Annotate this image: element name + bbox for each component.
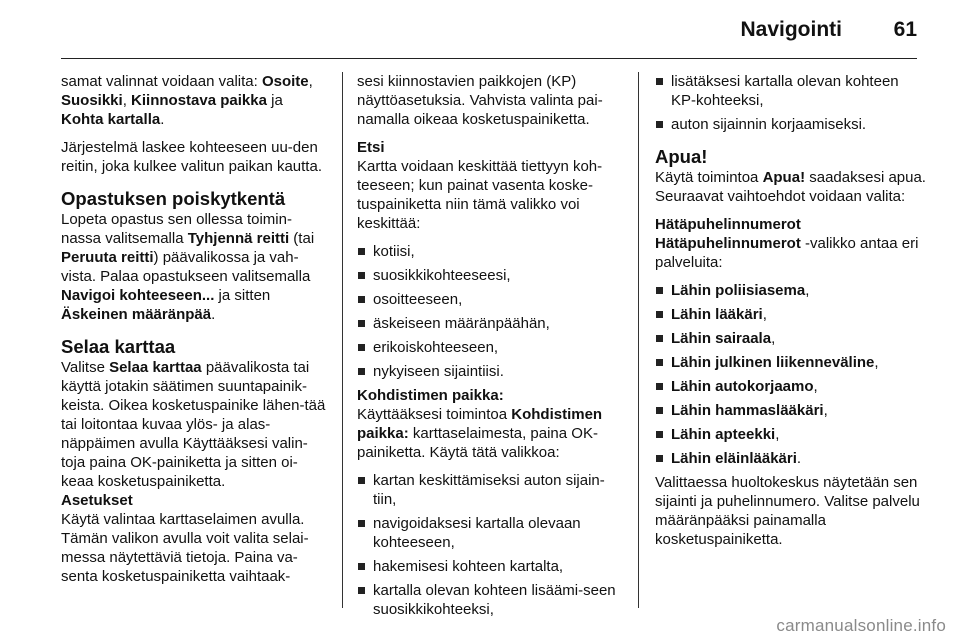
section-heading: Apua! bbox=[655, 146, 708, 167]
text: Käytä toimintoa bbox=[655, 169, 763, 186]
list-item bbox=[655, 305, 927, 324]
paragraph bbox=[655, 168, 927, 206]
column-1 bbox=[61, 72, 329, 595]
text: , bbox=[874, 354, 879, 371]
list-item bbox=[655, 377, 927, 396]
bold-term: Lähin eläinlääkäri bbox=[671, 450, 797, 467]
text: -valikko antaa eri palveluita: bbox=[655, 235, 919, 271]
bold-term: Lähin apteekki bbox=[671, 426, 776, 443]
text: , bbox=[122, 92, 132, 109]
paragraph: Järjestelmä laskee kohteeseen uu-den reitin, joka kulkee valitun paikan kautta. bbox=[61, 139, 322, 175]
bold-term: Lähin lääkäri bbox=[671, 306, 763, 323]
list-item: lisätäksesi kartalla olevan kohteen KP-kohteeksi, bbox=[655, 72, 927, 110]
list-item: äskeiseen määränpäähän, bbox=[357, 314, 625, 333]
bold-term: Osoite bbox=[261, 73, 309, 90]
text: , bbox=[308, 73, 313, 90]
subheading: Kohdistimen paikka: bbox=[357, 387, 504, 404]
bold-term: Lähin autokorjaamo bbox=[671, 378, 814, 395]
paragraph bbox=[61, 358, 329, 491]
text: ja bbox=[266, 92, 283, 109]
page-header bbox=[0, 0, 960, 62]
bullet-list bbox=[357, 242, 625, 381]
bullet-list bbox=[655, 72, 927, 134]
bold-term: Kohdistimen paikka: bbox=[357, 406, 603, 442]
page-number: 61 bbox=[893, 18, 917, 41]
paragraph bbox=[61, 72, 329, 129]
list-item: osoitteeseen, bbox=[357, 290, 625, 309]
text: Käyttääksesi toimintoa bbox=[357, 406, 512, 423]
text: Lopeta opastus sen ollessa toimin-nassa valitsemalla bbox=[61, 211, 292, 247]
bold-term: Kiinnostava paikka bbox=[131, 92, 267, 109]
bold-term: Lähin poliisiasema bbox=[671, 282, 806, 299]
section-heading: Selaa karttaa bbox=[61, 336, 176, 357]
paragraph: Kartta voidaan keskittää tiettyyn koh-teeseen; kun painat vasenta koske-tuspainiketta niin tämä valikko voi keskittää: bbox=[357, 158, 603, 232]
watermark-footer[interactable]: carmanualsonline.info bbox=[776, 616, 946, 635]
text: , bbox=[771, 330, 776, 347]
bold-term: Äskeinen määränpää bbox=[61, 306, 212, 323]
bold-term: Tyhjennä reitti bbox=[187, 230, 290, 247]
list-item: nykyiseen sijaintiisi. bbox=[357, 362, 625, 381]
list-item: kartalla olevan kohteen lisäämi-seen suosikkikohteeksi, bbox=[357, 581, 625, 619]
paragraph bbox=[655, 234, 927, 272]
text: , bbox=[813, 378, 818, 395]
text: saadaksesi apua. Seuraavat vaihtoehdot voidaan valita: bbox=[655, 169, 926, 205]
bold-term: Apua! bbox=[762, 169, 806, 186]
list-item: kotiisi, bbox=[357, 242, 625, 261]
list-item bbox=[655, 425, 927, 444]
bold-term: Navigoi kohteeseen... bbox=[61, 287, 215, 304]
subheading: Asetukset bbox=[61, 492, 133, 509]
list-item: auton sijainnin korjaamiseksi. bbox=[655, 115, 927, 134]
bold-term: Lähin hammaslääkäri bbox=[671, 402, 824, 419]
bold-term: Lähin julkinen liikenneväline bbox=[671, 354, 875, 371]
paragraph bbox=[357, 405, 625, 462]
bold-term: Peruuta reitti bbox=[61, 249, 154, 266]
text: ja sitten bbox=[214, 287, 271, 304]
bold-term: Suosikki bbox=[61, 92, 123, 109]
paragraph: Valittaessa huoltokeskus näytetään sen sijainti ja puhelinnumero. Valitse palvelu määränpääksi painamalla kosketuspainiketta. bbox=[655, 474, 920, 548]
list-item bbox=[655, 401, 927, 420]
list-item: erikoiskohteeseen, bbox=[357, 338, 625, 357]
list-item: navigoidaksesi kartalla olevaan kohteeseen, bbox=[357, 514, 625, 552]
column-2 bbox=[357, 72, 625, 624]
section-heading: Opastuksen poiskytkentä bbox=[61, 188, 286, 209]
text: . bbox=[160, 111, 165, 128]
bold-term: Lähin sairaala bbox=[671, 330, 772, 347]
paragraph: sesi kiinnostavien paikkojen (KP) näyttöasetuksia. Vahvista valinta pai-namalla oikeaa kosketuspainiketta. bbox=[357, 73, 603, 128]
list-item: hakemisesi kohteen kartalta, bbox=[357, 557, 625, 576]
text: , bbox=[805, 282, 810, 299]
paragraph: Käytä valintaa karttaselaimen avulla. Tämän valikon avulla voit valita selai-messa näytettäviä tietoja. Paina va-senta kosketuspainiketta vaihtaak- bbox=[61, 511, 309, 585]
text: . bbox=[211, 306, 216, 323]
column-3 bbox=[655, 72, 927, 558]
list-item: suosikkikohteeseesi, bbox=[357, 266, 625, 285]
list-item bbox=[655, 329, 927, 348]
subheading: Etsi bbox=[357, 139, 385, 156]
bullet-list bbox=[357, 471, 625, 619]
text: , bbox=[775, 426, 780, 443]
text: , bbox=[762, 306, 767, 323]
column-divider-1 bbox=[342, 72, 343, 608]
text: , bbox=[823, 402, 828, 419]
text: (tai bbox=[289, 230, 315, 247]
page-title: Navigointi bbox=[740, 18, 842, 41]
text: karttaselaimesta, paina OK-painiketta. Käytä tätä valikkoa: bbox=[357, 425, 598, 461]
bullet-list bbox=[655, 281, 927, 468]
header-rule bbox=[61, 58, 917, 59]
list-item bbox=[655, 353, 927, 372]
column-divider-2 bbox=[638, 72, 639, 608]
bold-term: Hätäpuhelinnumerot bbox=[655, 235, 801, 252]
text: Valitse bbox=[61, 359, 110, 376]
text: päävalikosta tai käyttä jotakin säätimen suuntapainik-keista. Oikea kosketuspainike lähen-tää tai loitontaa kuvaa ylös- ja alas-näppäimen avulla Käyttääksesi valin-toja paina OK-painiketta ja sitten oi-keaa kosketuspainiketta. bbox=[61, 359, 326, 490]
subheading: Hätäpuhelinnumerot bbox=[655, 216, 801, 233]
text: samat valinnat voidaan valita: bbox=[61, 73, 262, 90]
bold-term: Selaa karttaa bbox=[109, 359, 202, 376]
bold-term: Kohta kartalla bbox=[61, 111, 161, 128]
text: ) päävalikossa ja vah-vista. Palaa opastukseen valitsemalla bbox=[61, 249, 311, 285]
list-item bbox=[655, 449, 927, 468]
text: . bbox=[796, 450, 802, 467]
list-item: kartan keskittämiseksi auton sijain-tiin, bbox=[357, 471, 625, 509]
list-item bbox=[655, 281, 927, 300]
paragraph bbox=[61, 210, 329, 324]
